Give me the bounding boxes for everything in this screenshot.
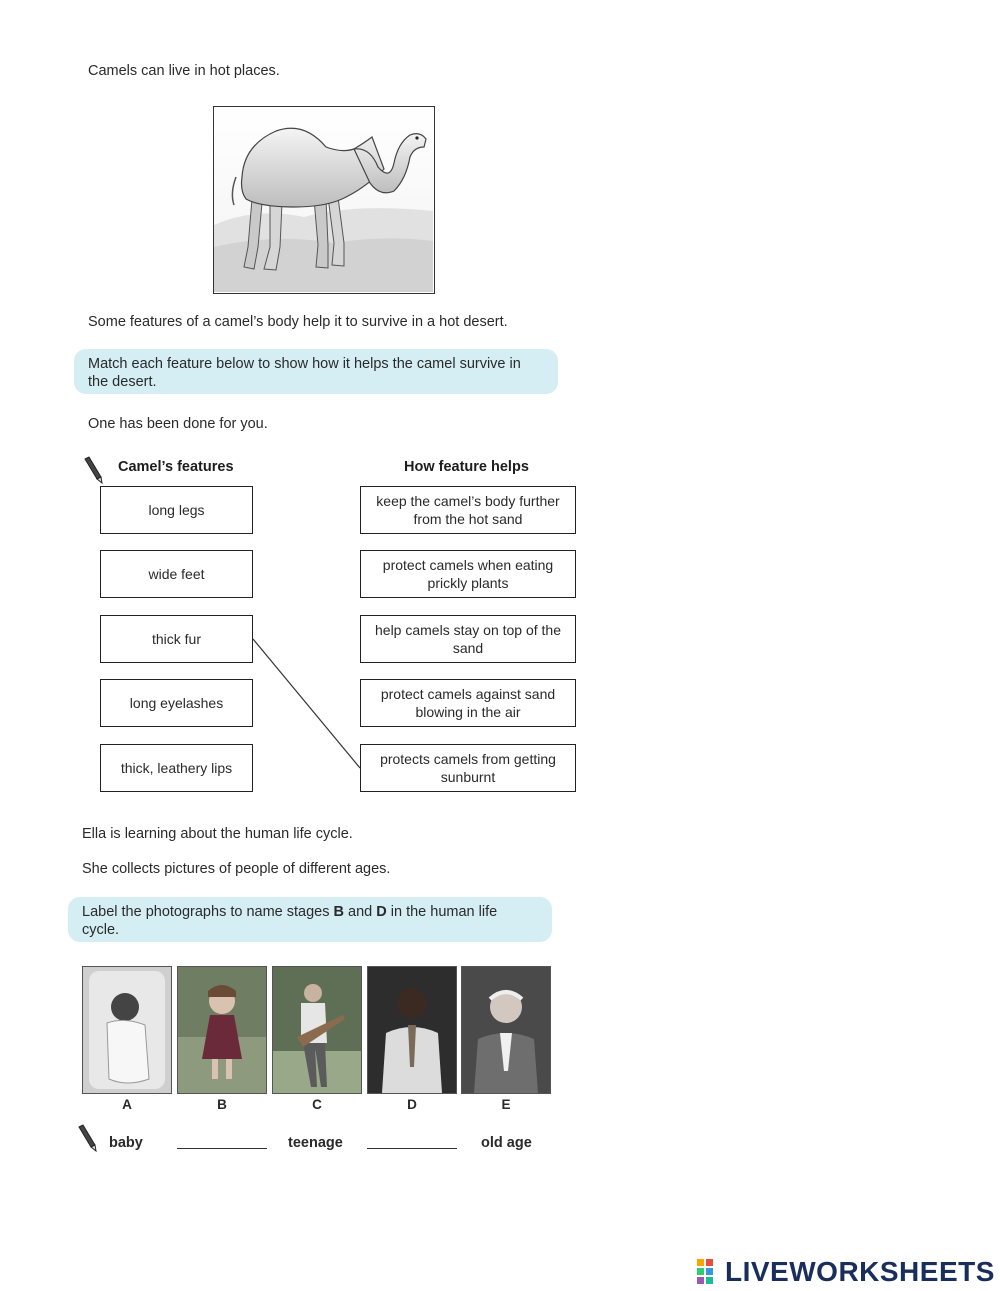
feature-box[interactable]: long eyelashes: [100, 679, 253, 727]
answer-blank-d[interactable]: [367, 1148, 457, 1149]
pencil-icon: [76, 1124, 98, 1152]
instruction-part: in the human life cycle.: [82, 904, 498, 938]
photo-baby: [82, 966, 172, 1094]
pencil-icon: [82, 456, 104, 484]
features-column-header: Camel’s features: [118, 459, 234, 475]
help-box[interactable]: protects camels from getting sunburnt: [360, 744, 576, 792]
done-note: One has been done for you.: [88, 416, 268, 432]
intro-text: Camels can live in hot places.: [88, 63, 280, 79]
help-box[interactable]: keep the camel’s body further from the hot sand: [360, 486, 576, 534]
help-box[interactable]: help camels stay on top of the sand: [360, 615, 576, 663]
photo-teenager: [272, 966, 362, 1094]
answer-blank-b[interactable]: [177, 1148, 267, 1149]
instruction-callout-2: [68, 897, 552, 942]
photo-label: C: [312, 1097, 322, 1112]
feature-box[interactable]: long legs: [100, 486, 253, 534]
helps-column-header: How feature helps: [404, 459, 529, 475]
feature-box[interactable]: thick fur: [100, 615, 253, 663]
instruction-callout: Match each feature below to show how it helps the camel survive in the desert.: [74, 349, 558, 394]
ella-text-1: Ella is learning about the human life cycle.: [82, 826, 353, 842]
help-box[interactable]: protect camels when eating prickly plants: [360, 550, 576, 598]
photo-elderly: [461, 966, 551, 1094]
liveworksheets-logo-icon: [697, 1259, 723, 1285]
ella-text-2: She collects pictures of people of different ages.: [82, 861, 391, 877]
photo-adult: [367, 966, 457, 1094]
instruction-part: Label the photographs to name stages: [82, 904, 334, 920]
photo-label: A: [122, 1097, 132, 1112]
photo-label: B: [217, 1097, 227, 1112]
help-box[interactable]: protect camels against sand blowing in the air: [360, 679, 576, 727]
stage-label-a: baby: [109, 1135, 143, 1151]
instruction-part: and: [344, 904, 377, 920]
logo-text: LIVEWORKSHEETS: [725, 1256, 995, 1287]
stage-b-marker: B: [333, 904, 344, 920]
liveworksheets-logo: [697, 1256, 995, 1288]
stage-label-e: old age: [481, 1135, 532, 1151]
photo-label: D: [407, 1097, 417, 1112]
feature-box[interactable]: thick, leathery lips: [100, 744, 253, 792]
camel-picture: [213, 106, 435, 294]
feature-box[interactable]: wide feet: [100, 550, 253, 598]
camel-illustration: [214, 107, 433, 292]
stage-d-marker: D: [376, 904, 387, 920]
stage-label-c: teenage: [288, 1135, 343, 1151]
features-intro-text: Some features of a camel’s body help it to survive in a hot desert.: [88, 314, 508, 330]
photo-label: E: [501, 1097, 511, 1112]
photo-toddler: [177, 966, 267, 1094]
